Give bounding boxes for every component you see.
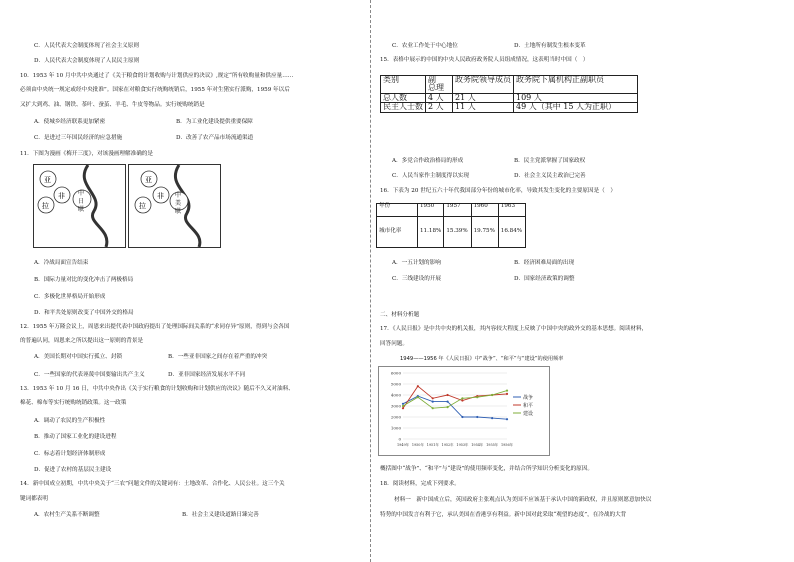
cartoon-a-mark-1: 亚 <box>44 176 51 184</box>
table-16-year-row <box>377 204 526 217</box>
right-text-line: A．一五计划的影响 <box>392 260 441 266</box>
table-cell: 1950 <box>418 204 444 217</box>
table-cell: 11.18% <box>418 217 444 248</box>
data-point <box>476 416 478 418</box>
right-text-line: D．国家经济政策的调整 <box>514 276 575 282</box>
cartoon-drawing-a <box>34 165 125 247</box>
data-point <box>476 396 478 398</box>
left-text-line: 又扩大到鸡、油、钢铁、茶叶、蚕茧、羊毛、牛皮等物品。实行统购统销是 <box>20 102 205 108</box>
right-text-line: 二、材料分析题 <box>380 312 420 318</box>
y-tick-label: 4000 <box>390 392 401 398</box>
right-text-line: 回答问题。 <box>380 341 408 347</box>
data-point <box>461 416 463 418</box>
x-tick-label: 1952年 <box>441 443 454 447</box>
left-text-line: 12．1955 年万隆会议上，周恩来出提代表中国政府提出了处理国际间关系的“求同存异”原则，得到与会各国 <box>20 324 290 330</box>
x-tick-label: 1955年 <box>486 443 499 447</box>
data-point <box>432 407 434 409</box>
x-tick-label: 1951年 <box>426 443 439 447</box>
cartoon-b-word-2: 美 <box>175 200 182 207</box>
right-text-line: 材料一 新中国成立后，英国政府主张观点认为美国不应该基于承认中国的新政权，并且原则愿意加快以 <box>394 497 652 503</box>
cartoon-panel-b <box>128 164 221 248</box>
table-cell: 类别 <box>381 76 426 94</box>
data-point <box>402 405 404 407</box>
y-tick-label: 6000 <box>390 370 401 376</box>
series-line-战争 <box>403 396 507 419</box>
left-text-line: B．社会主义建设道路日臻完善 <box>182 512 259 518</box>
table-cell: 1963 <box>498 204 525 217</box>
data-point <box>491 394 493 396</box>
table-cell: 城市化率 <box>377 217 418 248</box>
table-cell: 11 人 <box>453 103 514 112</box>
right-text-line: B．经济困难局面的出现 <box>514 260 575 266</box>
table-cell: 19.75% <box>471 217 498 248</box>
left-text-line: C．是进过三年国民经济的应急措施 <box>34 135 123 141</box>
data-point <box>417 396 419 398</box>
right-text-line: B．民主党派掌握了国家政权 <box>514 158 586 164</box>
right-text-line: D．社会主义民主政治已完善 <box>514 173 586 179</box>
cartoon-b-word-3: 联 <box>175 208 182 215</box>
right-text-line: 17．《人民日报》是中共中央的机关报，其内容较大程度上反映了中国中央的政外交的基本思想。阅读材料， <box>380 326 648 332</box>
table-cell: 21 人 <box>453 93 514 102</box>
data-point <box>402 407 404 409</box>
legend-label: 战争 <box>523 395 534 401</box>
left-text-line: D．和平共处原则改变了中国外交的格局 <box>34 310 134 316</box>
line-chart-svg <box>379 367 549 455</box>
left-text-line: A．使城乡经济联系更加紧密 <box>34 119 106 125</box>
left-text-line: C．人民代表大会制度体现了社会主义原则 <box>34 43 139 49</box>
y-tick-label: 5000 <box>390 381 401 387</box>
y-tick-label: 0 <box>398 436 401 442</box>
table-cell: 总人数 <box>381 93 426 102</box>
left-text-line: 11．下图为漫画《梅开三度》，对该漫画理解准确的是 <box>20 151 153 157</box>
table-cell: 民主人士数 <box>381 103 426 112</box>
right-text-line: 特势的中国发言有利于它，承认美国在香港享有利益。新中国对此采取“观望的态度”，在冷战的大背 <box>380 512 627 518</box>
x-tick-label: 1949年 <box>396 443 410 447</box>
left-text-line: 10．1953 年 10 月中共中央通过了《关于粮食的计划收购与计划供应的决议》,规定“所有收购量和供应量…… <box>20 73 294 79</box>
cartoon-a-word-2: 日 <box>78 198 85 205</box>
data-point <box>446 394 448 396</box>
table-16 <box>376 203 526 248</box>
x-tick-label: 1950年 <box>411 443 424 447</box>
left-text-line: 键词都表明 <box>20 496 48 502</box>
data-point <box>506 393 508 395</box>
left-text-line: B．一些亚非国家之间存在着严重的冲突 <box>168 354 268 360</box>
data-point <box>446 401 448 403</box>
table-cell: 15.39% <box>444 217 471 248</box>
cartoon-a-mark-2: 非 <box>58 192 65 200</box>
table-cell: 1960 <box>471 204 498 217</box>
right-text-line: 18．阅读材料，完成下列要求。 <box>380 481 460 487</box>
right-text-line: A．多党合作政治格局的形成 <box>392 158 464 164</box>
cartoon-b-mark-3: 拉 <box>139 202 146 210</box>
data-point <box>417 385 419 387</box>
data-point <box>432 401 434 403</box>
left-text-line: D．促进了农村的基层民主建设 <box>34 467 112 473</box>
cartoon-a-word-3: 联 <box>78 206 85 213</box>
left-text-line: 棉花、棉布等实行统购统销政策。这一政策 <box>20 400 127 406</box>
x-tick-label: 1956年 <box>500 443 514 447</box>
right-text-line: C．人民当家作主制度得以实现 <box>392 173 469 179</box>
data-point <box>402 403 404 405</box>
data-point <box>491 417 493 419</box>
left-text-line: B．推动了国家工业化的建设进程 <box>34 434 117 440</box>
right-text-line: 16．下表为 20 世纪五六十年代我国部分年份的城市化率，导致其发生变化的主要原因是（ ） <box>380 188 616 194</box>
data-point <box>432 397 434 399</box>
cartoon-b-mark-1: 亚 <box>145 176 152 184</box>
table-cell: 49 人（其中 15 人为正职） <box>514 103 638 112</box>
data-point <box>461 399 463 401</box>
left-text-line: 14．新中国成立初期，中共中央关于“三农”问题文件的关键词有：土地改革、合作化、人民公社。这三个关 <box>20 481 285 487</box>
data-point <box>506 418 508 420</box>
right-text-line: 15．表格中展示的中国的中央人民政府政务院人员组成情况，这表明当时中国（ ） <box>380 57 589 63</box>
line-chart <box>378 366 550 456</box>
left-text-line: C．多极化世界格局开始形成 <box>34 294 106 300</box>
data-point <box>506 390 508 392</box>
x-tick-label: 1954年 <box>471 443 484 447</box>
table-16-rate-row <box>377 217 526 248</box>
chart-title: 1949——1956 年《人民日报》中“战争”、“和平”与“建设”的使用频率 <box>400 356 564 362</box>
table-15 <box>380 75 638 113</box>
column-divider <box>370 0 371 562</box>
cartoon-drawing-b <box>129 165 220 247</box>
table-cell: 政务院领导成员 <box>453 76 514 94</box>
y-tick-label: 1000 <box>390 425 401 431</box>
cartoon-panel-a <box>33 164 126 248</box>
legend-label: 建设 <box>523 411 534 417</box>
legend-label: 和平 <box>523 403 534 409</box>
left-text-line: D．人民代表大会制度体现了人民民主原则 <box>34 58 140 64</box>
right-text-line: C．三线建设的开展 <box>392 276 442 282</box>
left-text-line: 的普遍认同，周恩来之所以提出这一原则的背景是 <box>20 338 144 344</box>
left-text-line: 必须由中央统一规定或经中央批准”。国家在对粮食实行统购统销后，1955 年对生猪实行派购，1959 年以后 <box>20 87 290 93</box>
left-text-line: A．美国长期对中国实行孤立、封锁 <box>34 354 122 360</box>
data-point <box>446 406 448 408</box>
y-tick-label: 3000 <box>390 403 401 409</box>
table-cell: 1957 <box>444 204 471 217</box>
y-tick-label: 2000 <box>390 414 401 420</box>
left-text-line: B．为工业化建设提供重要保障 <box>176 119 253 125</box>
left-text-line: 13．1953 年 10 月 16 日，中共中央作出《关于实行粮食的计划收购和计划供应的决议》随后不久又对油料、 <box>20 386 294 392</box>
table-cell: 109 人 <box>514 93 638 102</box>
right-text-line: 概括图中“战争”、“和平”与“建设”的使用频率变化，并结合所学知识分析变化的原因。 <box>380 466 593 472</box>
series-line-建设 <box>403 391 507 409</box>
left-text-line: C．一些国家的代表诬蔑中国要输出共产主义 <box>34 372 145 378</box>
cartoon-b-word-1: 中 <box>175 192 182 199</box>
left-text-line: A．农村生产关系不断调整 <box>34 512 100 518</box>
cartoon-a-word-1: 中 <box>78 190 85 197</box>
left-text-line: A．冷战局面宣告结束 <box>34 260 89 266</box>
table-cell: 2 人 <box>426 103 453 112</box>
table-cell: 16.84% <box>498 217 525 248</box>
table-15-header-row <box>381 76 638 94</box>
left-text-line: D．亚非国家经济发展水平不同 <box>168 372 246 378</box>
left-text-line: D．改善了农产品市场流通渠道 <box>176 135 254 141</box>
table-cell: 4 人 <box>426 93 453 102</box>
cartoon-b-mark-2: 非 <box>157 192 164 200</box>
x-tick-label: 1953年 <box>456 443 469 447</box>
right-text-line: C．农业工作处于中心地位 <box>392 43 458 49</box>
left-text-line: B．国际力量对比的变化冲击了两极格局 <box>34 277 134 283</box>
table-cell: 副 总理 <box>426 76 453 94</box>
table-cell: 政务院下属机构正副职员 <box>514 76 638 94</box>
left-text-line: C．标志着计划经济体制形成 <box>34 451 106 457</box>
data-point <box>461 397 463 399</box>
right-text-line: D．土地所有制发生根本变革 <box>514 43 586 49</box>
left-text-line: A．调动了农民的生产积极性 <box>34 418 106 424</box>
table-cell: 年份 <box>377 204 418 217</box>
cartoon-a-mark-3: 拉 <box>42 202 49 210</box>
table-row <box>381 103 638 112</box>
